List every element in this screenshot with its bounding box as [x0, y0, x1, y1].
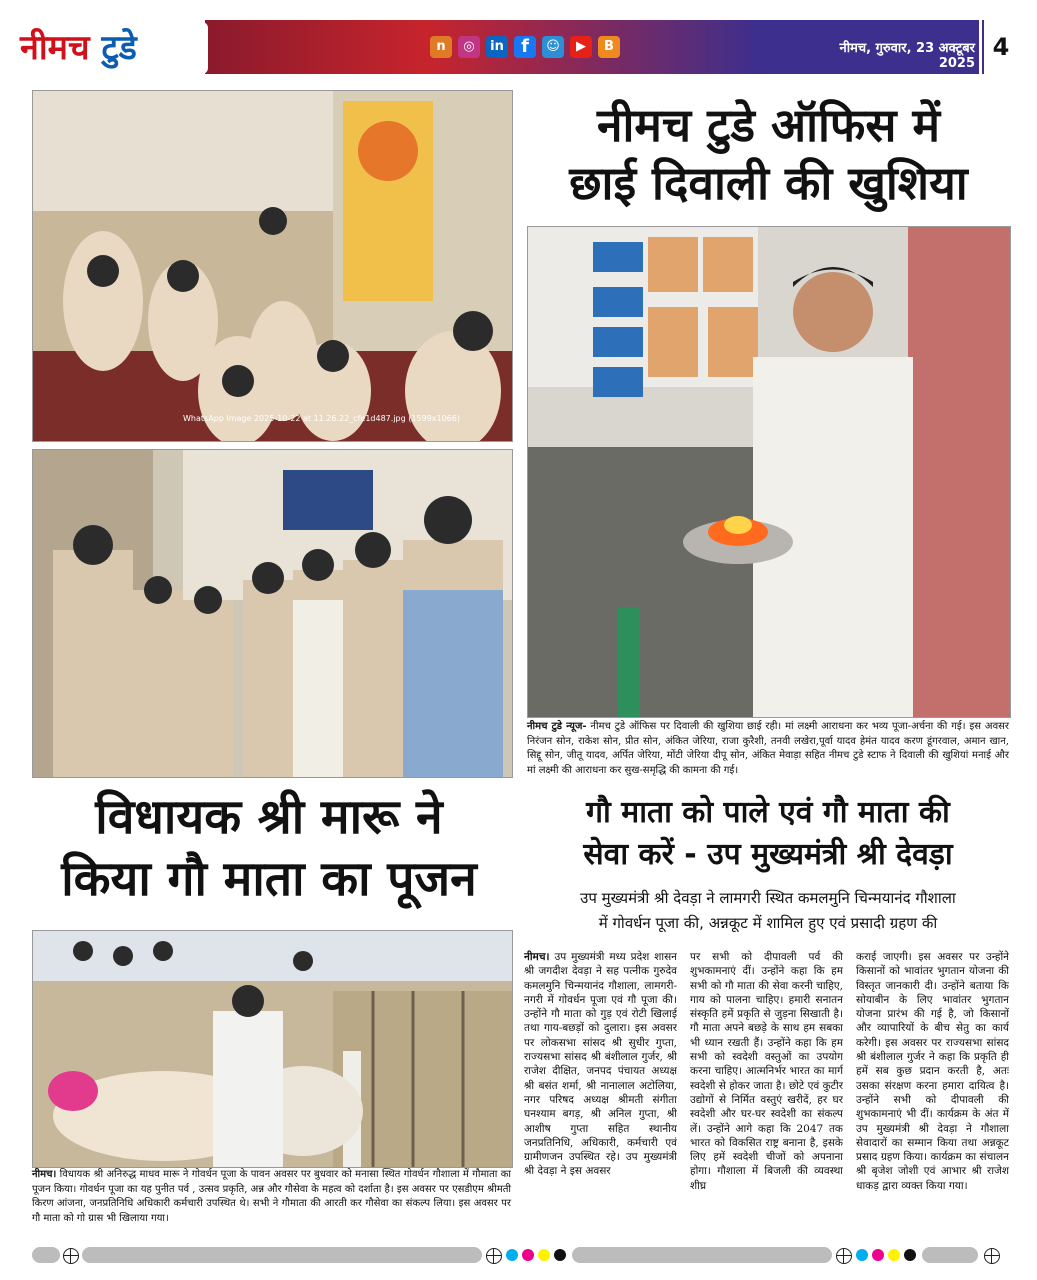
cyan-dot-icon — [506, 1249, 518, 1261]
black-dot-icon — [904, 1249, 916, 1261]
story3-column-2 — [690, 950, 843, 1240]
youtube-icon: ▶ — [570, 36, 592, 58]
issue-date: नीमच, गुरुवार, 23 अक्टूबर 2025 — [839, 41, 975, 71]
story2-caption-lead: नीमच। — [32, 1169, 57, 1180]
registration-mark-icon — [984, 1248, 1000, 1264]
magenta-dot-icon — [522, 1249, 534, 1261]
facebook-icon: f — [514, 36, 536, 58]
page-number: 4 — [982, 20, 1018, 74]
photo-cow-puja — [32, 930, 513, 1168]
story2-headline — [24, 786, 514, 916]
logo-word-1: नीमच — [20, 28, 90, 68]
story2-caption — [32, 1168, 511, 1238]
story2-headline-line1: विधायक श्री मारू ने — [95, 789, 443, 845]
story1-headline-line2: छाई दिवाली की खुशिया — [569, 156, 968, 210]
story3-col1-text: उप मुख्यमंत्री मध्य प्रदेश शासन श्री जगदीश देवड़ा ने सह पत्नीक गुरुदेव कमलमुनि चिन्मयानंद गौशाला, लामगरी-नगरी में गोवर्धन पूजा एवं गौ पूजा की। उन्होंने गौ माता को गुड़ एवं रोटी खिलाई तथा गाय-बछड़ों को दुलारा। इस अवसर पर लोकसभा सांसद श्री सुधीर गुप्ता, राज्यसभा सांसद श्री बंशीलाल गुर्जर, श्री राजेश दीक्षित, जनपद पंचायत अध्यक्ष श्री बसंत शर्मा, श्री नानालाल अटोलिया, नगर परिषद अध्यक्ष श्रीमती संगीता घनश्याम बगड़, श्री अनिल गुप्ता, श्री आशीष गुप्ता सहित स्थानीय जनप्रतिनिधि, अधिकारी, कर्मचारी एवं ग्रामीणजन उपस्थित रहे। उप मुख्यमंत्री श्री देवड़ा ने इस अवसर — [524, 951, 677, 1178]
story3-subhead — [518, 886, 1018, 942]
story3-headline-line2: सेवा करें - उप मुख्यमंत्री श्री देवड़ा — [583, 837, 953, 872]
story3-subhead-line1: उप मुख्यमंत्री श्री देवड़ा ने लामगरी स्थित कमलमुनि चिन्मयानंद गौशाला — [580, 889, 956, 907]
blogger-icon: B — [598, 36, 620, 58]
story3-headline — [518, 792, 1018, 878]
story3-col1-lead: नीमच। — [524, 951, 550, 963]
photo-office-group-2 — [32, 449, 513, 778]
story1-caption-text: नीमच टुडे ऑफिस पर दिवाली की खुशिया छाई रही। मां लक्ष्मी आराधना कर भव्य पूजा-अर्चना की गई। इस अवसर निरंजन सोन, राकेश सोन, प्रीत सोन, अंकित जेरिया, राजा कुरैशी, तनवी लखेरा,पूर्वा यादव हेमंत यादव करण डूंगरवाल, अमान खान, सिद्दू सोन, जीतू यादव, अर्पित जेरिया, मोंटी जेरिया दीपू सोन, अंकित मेवाड़ा सहित नीमच टुडे स्टाफ ने दिवाली की खुशियां मनाई और मां लक्ष्मी की आराधना कर सुख-समृद्धि की कामना की गई। — [527, 721, 1009, 776]
masthead — [0, 0, 1037, 82]
yellow-dot-icon — [888, 1249, 900, 1261]
story3-column-3 — [856, 950, 1009, 1240]
photo-office-group-1 — [32, 90, 513, 442]
story3-col2-text: पर सभी को दीपावली पर्व की शुभकामनाएं दीं। उन्होंने कहा कि हम सभी को गौ माता की सेवा करनी चाहिए, गाय को पालना चाहिए। हमारी सनातन संस्कृति हमें प्रकृति से जुड़ना सिखाती है। गौ माता अपने बछड़े के साथ हम सबका भी ध्यान रखती हैं। उन्होंने कहा कि हम सभी को स्वदेशी वस्तुओं का उपयोग करना चाहिए। आत्मनिर्भर भारत का मार्ग स्वदेशी से होकर जाता है। छोटे एवं कुटीर उद्योगों से निर्मित वस्तुएं खरीदें, हर घर स्वदेशी और घर-घर स्वदेशी का संकल्प लें। उन्होंने आगे कहा कि 2047 तक भारत को विकसित राष्ट्र बनाना है, इसके लिए हमें स्वदेशी चीजों को अपनाना होगा। गौशाला में बिजली की व्यवस्था शीघ्र — [690, 951, 843, 1192]
photo-watermark: WhatsApp Image 2025-10-22 at 11.26.22_cfe1d487.jpg (1599x1066) — [183, 414, 460, 423]
group-icon: ☺ — [542, 36, 564, 58]
photo-aarti — [527, 226, 1011, 718]
story1-headline — [520, 96, 1017, 216]
yellow-dot-icon — [538, 1249, 550, 1261]
story3-headline-line1: गौ माता को पाले एवं गौ माता की — [586, 795, 950, 830]
registration-mark-icon — [486, 1248, 502, 1264]
story1-headline-line1: नीमच टुडे ऑफिस में — [596, 98, 941, 152]
instagram-icon: ◎ — [458, 36, 480, 58]
black-dot-icon — [554, 1249, 566, 1261]
cyan-dot-icon — [856, 1249, 868, 1261]
story2-headline-line2: किया गौ माता का पूजन — [61, 851, 477, 907]
story3-subhead-line2: में गोवर्धन पूजा की, अन्नकूट में शामिल हुए एवं प्रसादी ग्रहण की — [598, 914, 938, 932]
print-registration-strip — [32, 1247, 1002, 1263]
registration-mark-icon — [836, 1248, 852, 1264]
logo-word-2: टुडे — [101, 28, 137, 68]
social-icons — [430, 30, 630, 64]
linkedin-icon: in — [486, 36, 508, 58]
story3-column-1 — [524, 950, 677, 1240]
newspaper-logo — [20, 22, 208, 74]
registration-mark-icon — [63, 1248, 79, 1264]
story2-caption-text: विधायक श्री अनिरुद्ध माधव मारू ने गोवर्धन पूजा के पावन अवसर पर बुधवार को मनासा स्थित गोवर्धन गौशाला में गौमाता का पूजन किया। गोवर्धन पूजा का यह पुनीत पर्व , उत्सव प्रकृति, अन्न और गौसेवा के महत्व को दर्शाता है। इस अवसर पर एसडीएम श्रीमती किरण आंजना, जनप्रतिनिधि अधिकारी कर्मचारी उपस्थित थे। सभी ने गौमाता की आरती कर गौसेवा का संकल्प लिया। इस अवसर पर गौ माता को गो ग्रास भी खिलाया गया। — [32, 1169, 511, 1224]
magenta-dot-icon — [872, 1249, 884, 1261]
story1-caption-lead: नीमच टुडे न्यूज- — [527, 721, 587, 732]
news-icon: n — [430, 36, 452, 58]
story1-caption — [527, 720, 1009, 786]
story3-col3-text: कराई जाएगी। इस अवसर पर उन्होंने किसानों को भावांतर भुगतान योजना की विस्तृत जानकारी दी। उन्होंने बताया कि सोयाबीन के लिए भावांतर भुगतान योजना प्रारंभ की गई है, जो किसानों और व्यापारियों के बीच सेतु का कार्य करेगी। इस अवसर पर राज्यसभा सांसद श्री बंशीलाल गुर्जर ने कहा कि प्रकृति ही हमें सब कुछ प्रदान करती है, अतः उसका संरक्षण करना हमारा दायित्व है। उन्होंने सभी को दीपावली की शुभकामनाएं भी दीं। कार्यक्रम के अंत में उप मुख्यमंत्री श्री देवड़ा ने गौशाला सेवादारों का सम्मान किया तथा अन्नकूट प्रसाद ग्रहण किया। कार्यक्रम का संचालन श्री बृजेश जोशी एवं आभार श्री राजेश धाकड़ द्वारा व्यक्त किया गया। — [856, 951, 1009, 1192]
